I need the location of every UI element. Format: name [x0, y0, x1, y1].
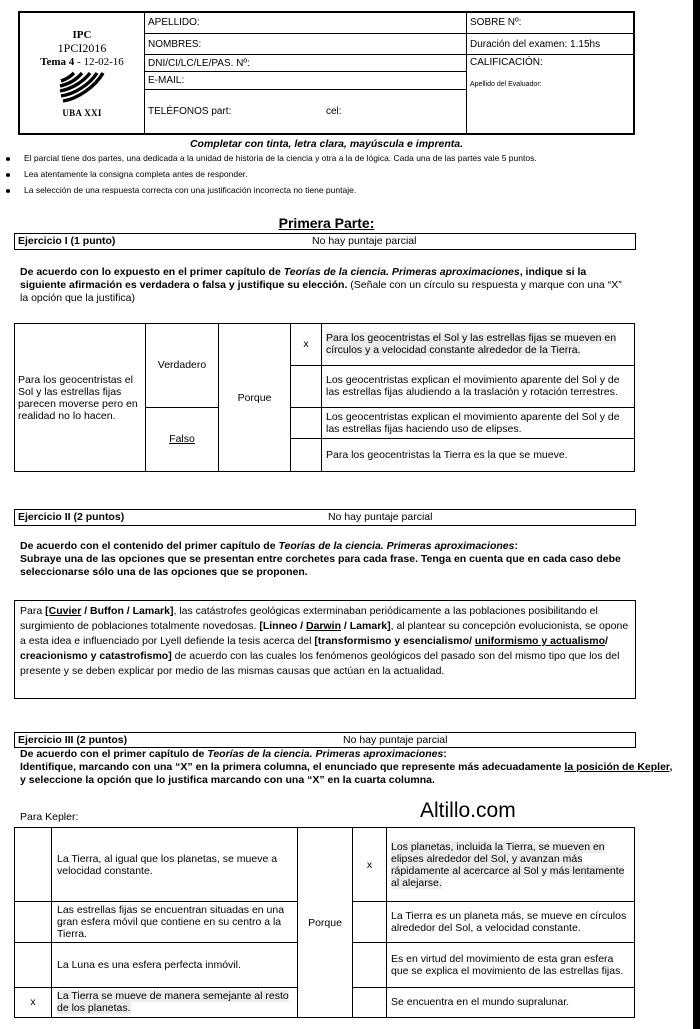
- duracion-label: Duración del examen: 1.15hs: [467, 33, 635, 54]
- left-option: La Tierra se mueve de manera semejante al resto de los planetas.: [52, 987, 298, 1018]
- cuvier-option[interactable]: [Cuvier: [45, 605, 82, 617]
- exercise-1-partial: No hay puntaje parcial: [312, 235, 417, 247]
- bullet-icon: [6, 189, 10, 193]
- exercise-1-table: [14, 323, 635, 472]
- sobre-field[interactable]: SOBRE Nº:: [467, 12, 635, 33]
- cel-field[interactable]: cel:: [323, 89, 467, 134]
- left-mark[interactable]: [15, 902, 52, 943]
- bullet-icon: [6, 157, 10, 161]
- option-text: Para los geocentristas la Tierra es la que se mueve.: [322, 439, 635, 472]
- exercise-1-title: Ejercicio I (1 punto): [18, 235, 116, 247]
- right-option: Los planetas, incluida la Tierra, se mueven en elipses alrededor del Sol, y avanzan más rápidamente al acercarce al Sol y más lentamente al alejarse.: [387, 828, 635, 902]
- nombres-field[interactable]: NOMBRES:: [145, 33, 467, 54]
- exercise-2-title: Ejercicio II (2 puntos): [18, 511, 125, 523]
- porque-label: Porque: [219, 324, 291, 472]
- falso-option[interactable]: Falso: [146, 407, 219, 471]
- evaluador-label: Apellido del Evaluador:: [470, 81, 542, 89]
- exercise-1-header: [14, 233, 636, 250]
- option-text: Los geocentristas explican el movimiento aparente del Sol y de las estrellas fijas aludiendo a la traslación y rotación terrestres.: [322, 365, 635, 407]
- exercise-3-title: Ejercicio III (2 puntos): [18, 734, 128, 746]
- instruction-bullet: El parcial tiene dos partes, una dedicada a la unidad de historia de la ciencia y otra a la de lógica. Cada una de las partes vale 5 puntos.: [4, 153, 644, 163]
- right-option: Se encuentra en el mundo supralunar.: [387, 987, 635, 1018]
- logo-cell: [19, 12, 145, 134]
- option-mark[interactable]: [291, 439, 322, 472]
- exercise-2-partial: No hay puntaje parcial: [328, 511, 433, 523]
- para-kepler-label: Para Kepler:: [20, 811, 79, 823]
- section-title: Primera Parte:: [278, 215, 375, 231]
- exercise-2-header: [14, 509, 636, 526]
- course-code: IPC: [72, 28, 92, 41]
- exercise-1-question: De acuerdo con lo expuesto en el primer capítulo de Teorías de la ciencia. Primeras aproximaciones, indique si la siguiente afirmación es verdadera o falsa y justifique su elección. (Señale con un círculo su respuesta y marque con una “X” la opción que la justifica): [20, 266, 622, 304]
- instruction-main: Completar con tinta, letra clara, mayúscula e imprenta.: [189, 138, 464, 150]
- option-text: Para los geocentristas el Sol y las estrellas fijas se mueven en círculos y a velocidad constante alrededor de la Tierra.: [322, 324, 635, 366]
- porque-label: Porque: [298, 828, 353, 1018]
- exercise-3-partial: No hay puntaje parcial: [343, 734, 448, 746]
- option-mark[interactable]: [291, 365, 322, 407]
- exercise-3-table: [14, 827, 635, 1018]
- right-mark[interactable]: x: [353, 828, 387, 902]
- calificacion-label: CALIFICACIÓN:: [470, 57, 543, 69]
- option-text: Los geocentristas explican el movimiento aparente del Sol y de las estrellas fijas haciendo uso de elipses.: [322, 407, 635, 438]
- left-mark[interactable]: x: [15, 987, 52, 1018]
- uniformismo-option[interactable]: uniformismo y actualismo: [474, 635, 605, 647]
- watermark: Altillo.com: [420, 799, 516, 822]
- right-mark[interactable]: [353, 942, 387, 987]
- page-edge-bar: [693, 0, 700, 1029]
- right-mark[interactable]: [353, 902, 387, 943]
- left-mark[interactable]: [15, 942, 52, 987]
- exercise-3-question: De acuerdo con el primer capítulo de Teorías de la ciencia. Primeras aproximaciones: Identifique, marcando con una “X” en la primera columna, el enunciado que represente más adecuadamente la posición de Kepler, y seleccione la opción que lo justifica marcando con una “X” en la cuarta columna.: [20, 748, 673, 786]
- option-mark[interactable]: [291, 407, 322, 438]
- university-name: UBA XXI: [62, 107, 102, 118]
- exercise-3-header: [14, 732, 636, 748]
- apellido-field[interactable]: APELLIDO:: [145, 12, 467, 33]
- left-option: La Tierra, al igual que los planetas, se mueve a velocidad constante.: [52, 828, 298, 902]
- right-option: Es en virtud del movimiento de esta gran esfera que se explica el movimiento de las estrellas fijas.: [387, 942, 635, 987]
- statement-cell: Para los geocentristas el Sol y las estrellas fijas parecen moverse pero en realidad no lo hacen.: [15, 324, 146, 472]
- course-id: 1PCI2016: [57, 40, 107, 55]
- telefonos-field[interactable]: TELÉFONOS part:: [145, 89, 324, 134]
- email-field[interactable]: E-MAIL:: [145, 72, 467, 89]
- right-mark[interactable]: [353, 987, 387, 1018]
- darwin-option[interactable]: Darwin: [306, 620, 342, 632]
- instruction-bullet: Lea atentamente la consigna completa antes de responder.: [4, 169, 644, 179]
- calificacion-cell[interactable]: [467, 55, 635, 134]
- tema-date: - 12-02-16: [77, 55, 124, 68]
- exam-header: [18, 11, 635, 135]
- dni-field[interactable]: DNI/CI/LC/LE/PAS. Nº:: [145, 55, 467, 72]
- exercise-2-paragraph: Para [Cuvier / Buffon / Lamark], las catástrofes geológicas exterminaban periódicamente a las poblaciones posibilitando el surgimiento de poblaciones totalmente novedosas. [Linneo / Darwin / Lamark], al plantear su concepción evolucionista, se opone a esta idea e influenciado por Lyell defiende la tesis acerca del [transformismo y esencialismo/ uniformismo y actualismo/ creacionismo y catastrofismo] de acuerdo con las cuales los fenómenos geológicos del pasado son del mismo tipo que los del presente y se deben explicar por medio de las mismas causas que actúan en la actualidad.: [14, 600, 636, 699]
- left-option: La Luna es una esfera perfecta inmóvil.: [52, 942, 298, 987]
- exercise-2-question: De acuerdo con el contenido del primer capítulo de Teorías de la ciencia. Primeras aproximaciones: Subraye una de las opciones que se presentan entre corchetes para cada frase. Tenga en cuenta que en cada caso debe seleccionarse sólo una de las opciones que se proponen.: [20, 540, 621, 578]
- left-mark[interactable]: [15, 828, 52, 902]
- bullet-icon: [6, 173, 10, 177]
- left-option: Las estrellas fijas se encuentran situadas en una gran esfera móvil que contiene en su centro a la Tierra.: [52, 902, 298, 943]
- option-mark[interactable]: x: [291, 324, 322, 366]
- uba-logo-icon: [57, 71, 107, 105]
- instruction-bullet: La selección de una respuesta correcta con una justificación incorrecta no tiene puntaje.: [4, 185, 644, 195]
- right-option: La Tierra es un planeta más, se mueve en círculos alrededor del Sol, a velocidad constante.: [387, 902, 635, 943]
- verdadero-option[interactable]: Verdadero: [146, 324, 219, 408]
- tema-label: Tema 4: [40, 55, 75, 68]
